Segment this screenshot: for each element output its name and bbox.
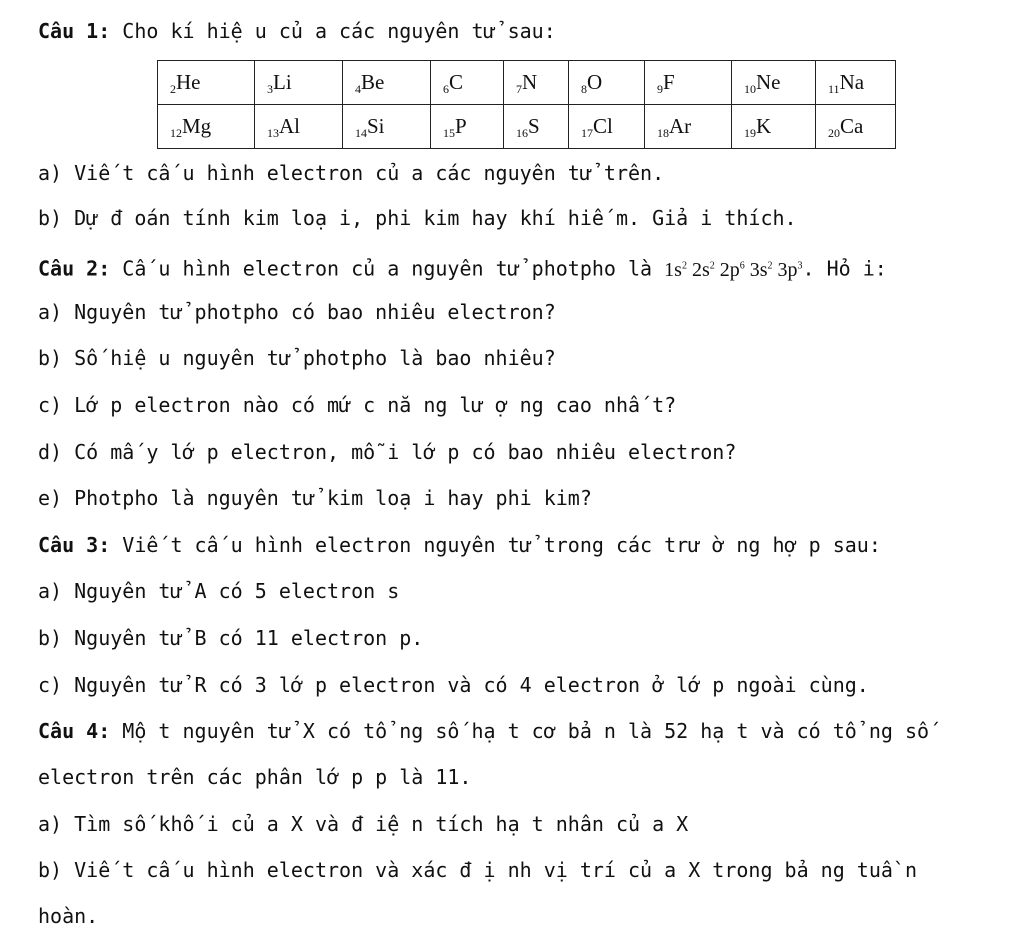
- element-cell: [732, 61, 816, 105]
- element-symbol: O: [587, 70, 603, 94]
- element-symbol: He: [176, 70, 201, 94]
- question-4-part-b-continued: hoàn.: [38, 904, 99, 928]
- question-2-stem: [38, 254, 887, 281]
- question-2-part-e: e) Photpho là nguyên tử kim loạ i hay phi kim?: [38, 486, 592, 510]
- element-symbol: N: [522, 70, 538, 94]
- element-symbol: F: [663, 70, 675, 94]
- element-cell: [158, 61, 255, 105]
- question-3-part-c: c) Nguyên tử R có 3 lớ p electron và có 4 electron ở lớ p ngoài cùng.: [38, 673, 869, 697]
- element-symbol: Ar: [669, 114, 692, 138]
- question-2-part-a: a) Nguyên tử photpho có bao nhiêu electron?: [38, 300, 556, 324]
- element-symbol: Na: [839, 70, 865, 94]
- element-cell: [255, 61, 343, 105]
- atomic-number: 9: [657, 82, 663, 96]
- atomic-number: 18: [657, 126, 669, 140]
- orbital-exponent: 6: [739, 260, 745, 271]
- question-1-label: Câu 1:: [38, 19, 111, 43]
- element-symbol: Ca: [840, 114, 864, 138]
- question-3-text: Viế t cấ u hình electron nguyên tử trong các trư ờ ng hợ p sau:: [110, 533, 881, 557]
- element-cell: [645, 61, 732, 105]
- question-3-stem: [38, 533, 881, 557]
- atomic-number: 6: [443, 82, 449, 96]
- orbital: 3p: [777, 258, 798, 281]
- element-symbol: C: [449, 70, 464, 94]
- atomic-number: 4: [355, 82, 361, 96]
- element-cell: [431, 105, 504, 149]
- table-row: [158, 61, 896, 105]
- atomic-number: 17: [581, 126, 593, 140]
- question-2-part-d: d) Có mấ y lớ p electron, mỗ i lớ p có bao nhiêu electron?: [38, 440, 737, 464]
- element-cell: [343, 105, 431, 149]
- atomic-number: 16: [516, 126, 528, 140]
- element-cell: [732, 105, 816, 149]
- orbital: 2p: [719, 258, 740, 281]
- element-cell: [158, 105, 255, 149]
- atomic-number: 19: [744, 126, 756, 140]
- element-cell: [504, 105, 569, 149]
- atomic-number: 11: [828, 82, 840, 96]
- element-cell: [504, 61, 569, 105]
- element-symbol: S: [528, 114, 540, 138]
- element-symbol: K: [756, 114, 772, 138]
- orbital: 2s: [691, 258, 710, 281]
- atomic-number: 10: [744, 82, 756, 96]
- question-4-text: Mộ t nguyên tử X có tổ ng số hạ t cơ bả n là 52 hạ t và có tổ ng số: [110, 719, 930, 743]
- question-1-stem: [38, 19, 556, 43]
- element-symbol-table: [157, 60, 896, 149]
- orbital-exponent: 2: [767, 260, 773, 271]
- question-1-text: Cho kí hiệ u củ a các nguyên tử sau:: [110, 19, 556, 43]
- atomic-number: 7: [516, 82, 522, 96]
- question-2-text: Cấ u hình electron củ a nguyên tử photpho là: [110, 256, 665, 281]
- element-symbol: Al: [279, 114, 300, 138]
- orbital-exponent: 3: [797, 260, 803, 271]
- element-cell: [569, 61, 645, 105]
- element-cell: [569, 105, 645, 149]
- element-symbol: Cl: [593, 114, 613, 138]
- question-4-part-b: b) Viế t cấ u hình electron và xác đ ị nh vị trí củ a X trong bả ng tuầ n: [38, 858, 917, 882]
- atomic-number: 8: [581, 82, 587, 96]
- element-symbol: P: [455, 114, 467, 138]
- atomic-number: 13: [267, 126, 279, 140]
- electron-configuration: [664, 259, 802, 281]
- question-2-label: Câu 2:: [38, 256, 111, 281]
- question-4-label: Câu 4:: [38, 719, 111, 743]
- question-4-stem: [38, 719, 929, 743]
- question-1-part-a: a) Viế t cấ u hình electron củ a các nguyên tử trên.: [38, 161, 665, 185]
- question-3-part-a: a) Nguyên tử A có 5 electron s: [38, 579, 400, 603]
- element-cell: [816, 105, 896, 149]
- orbital: 1s: [664, 258, 682, 281]
- atomic-number: 3: [267, 82, 273, 96]
- atomic-number: 12: [170, 126, 182, 140]
- element-symbol: Ne: [756, 70, 781, 94]
- atomic-number: 20: [828, 126, 840, 140]
- orbital-exponent: 2: [709, 260, 715, 271]
- element-cell: [816, 61, 896, 105]
- element-cell: [255, 105, 343, 149]
- element-cell: [431, 61, 504, 105]
- element-symbol: Si: [367, 114, 385, 138]
- element-symbol: Li: [273, 70, 292, 94]
- atomic-number: 14: [355, 126, 367, 140]
- element-cell: [343, 61, 431, 105]
- question-2-part-b: b) Số hiệ u nguyên tử photpho là bao nhiêu?: [38, 346, 556, 370]
- question-2-text-end: . Hỏ i:: [802, 256, 887, 281]
- atomic-number: 15: [443, 126, 455, 140]
- question-1-part-b: b) Dự đ oán tính kim loạ i, phi kim hay khí hiế m. Giả i thích.: [38, 206, 797, 230]
- element-symbol: Mg: [182, 114, 212, 138]
- orbital: 3s: [749, 258, 768, 281]
- question-4-part-a: a) Tìm số khố i củ a X và đ iệ n tích hạ t nhân củ a X: [38, 812, 689, 836]
- question-2-part-c: c) Lớ p electron nào có mứ c nă ng lư ợ ng cao nhấ t?: [38, 393, 677, 417]
- element-cell: [645, 105, 732, 149]
- orbital-exponent: 2: [681, 260, 687, 271]
- question-4-stem-continued: electron trên các phân lớ p p là 11.: [38, 765, 472, 789]
- table-row: [158, 105, 896, 149]
- question-3-part-b: b) Nguyên tử B có 11 electron p.: [38, 626, 424, 650]
- question-3-label: Câu 3:: [38, 533, 111, 557]
- element-symbol: Be: [361, 70, 385, 94]
- atomic-number: 2: [170, 82, 176, 96]
